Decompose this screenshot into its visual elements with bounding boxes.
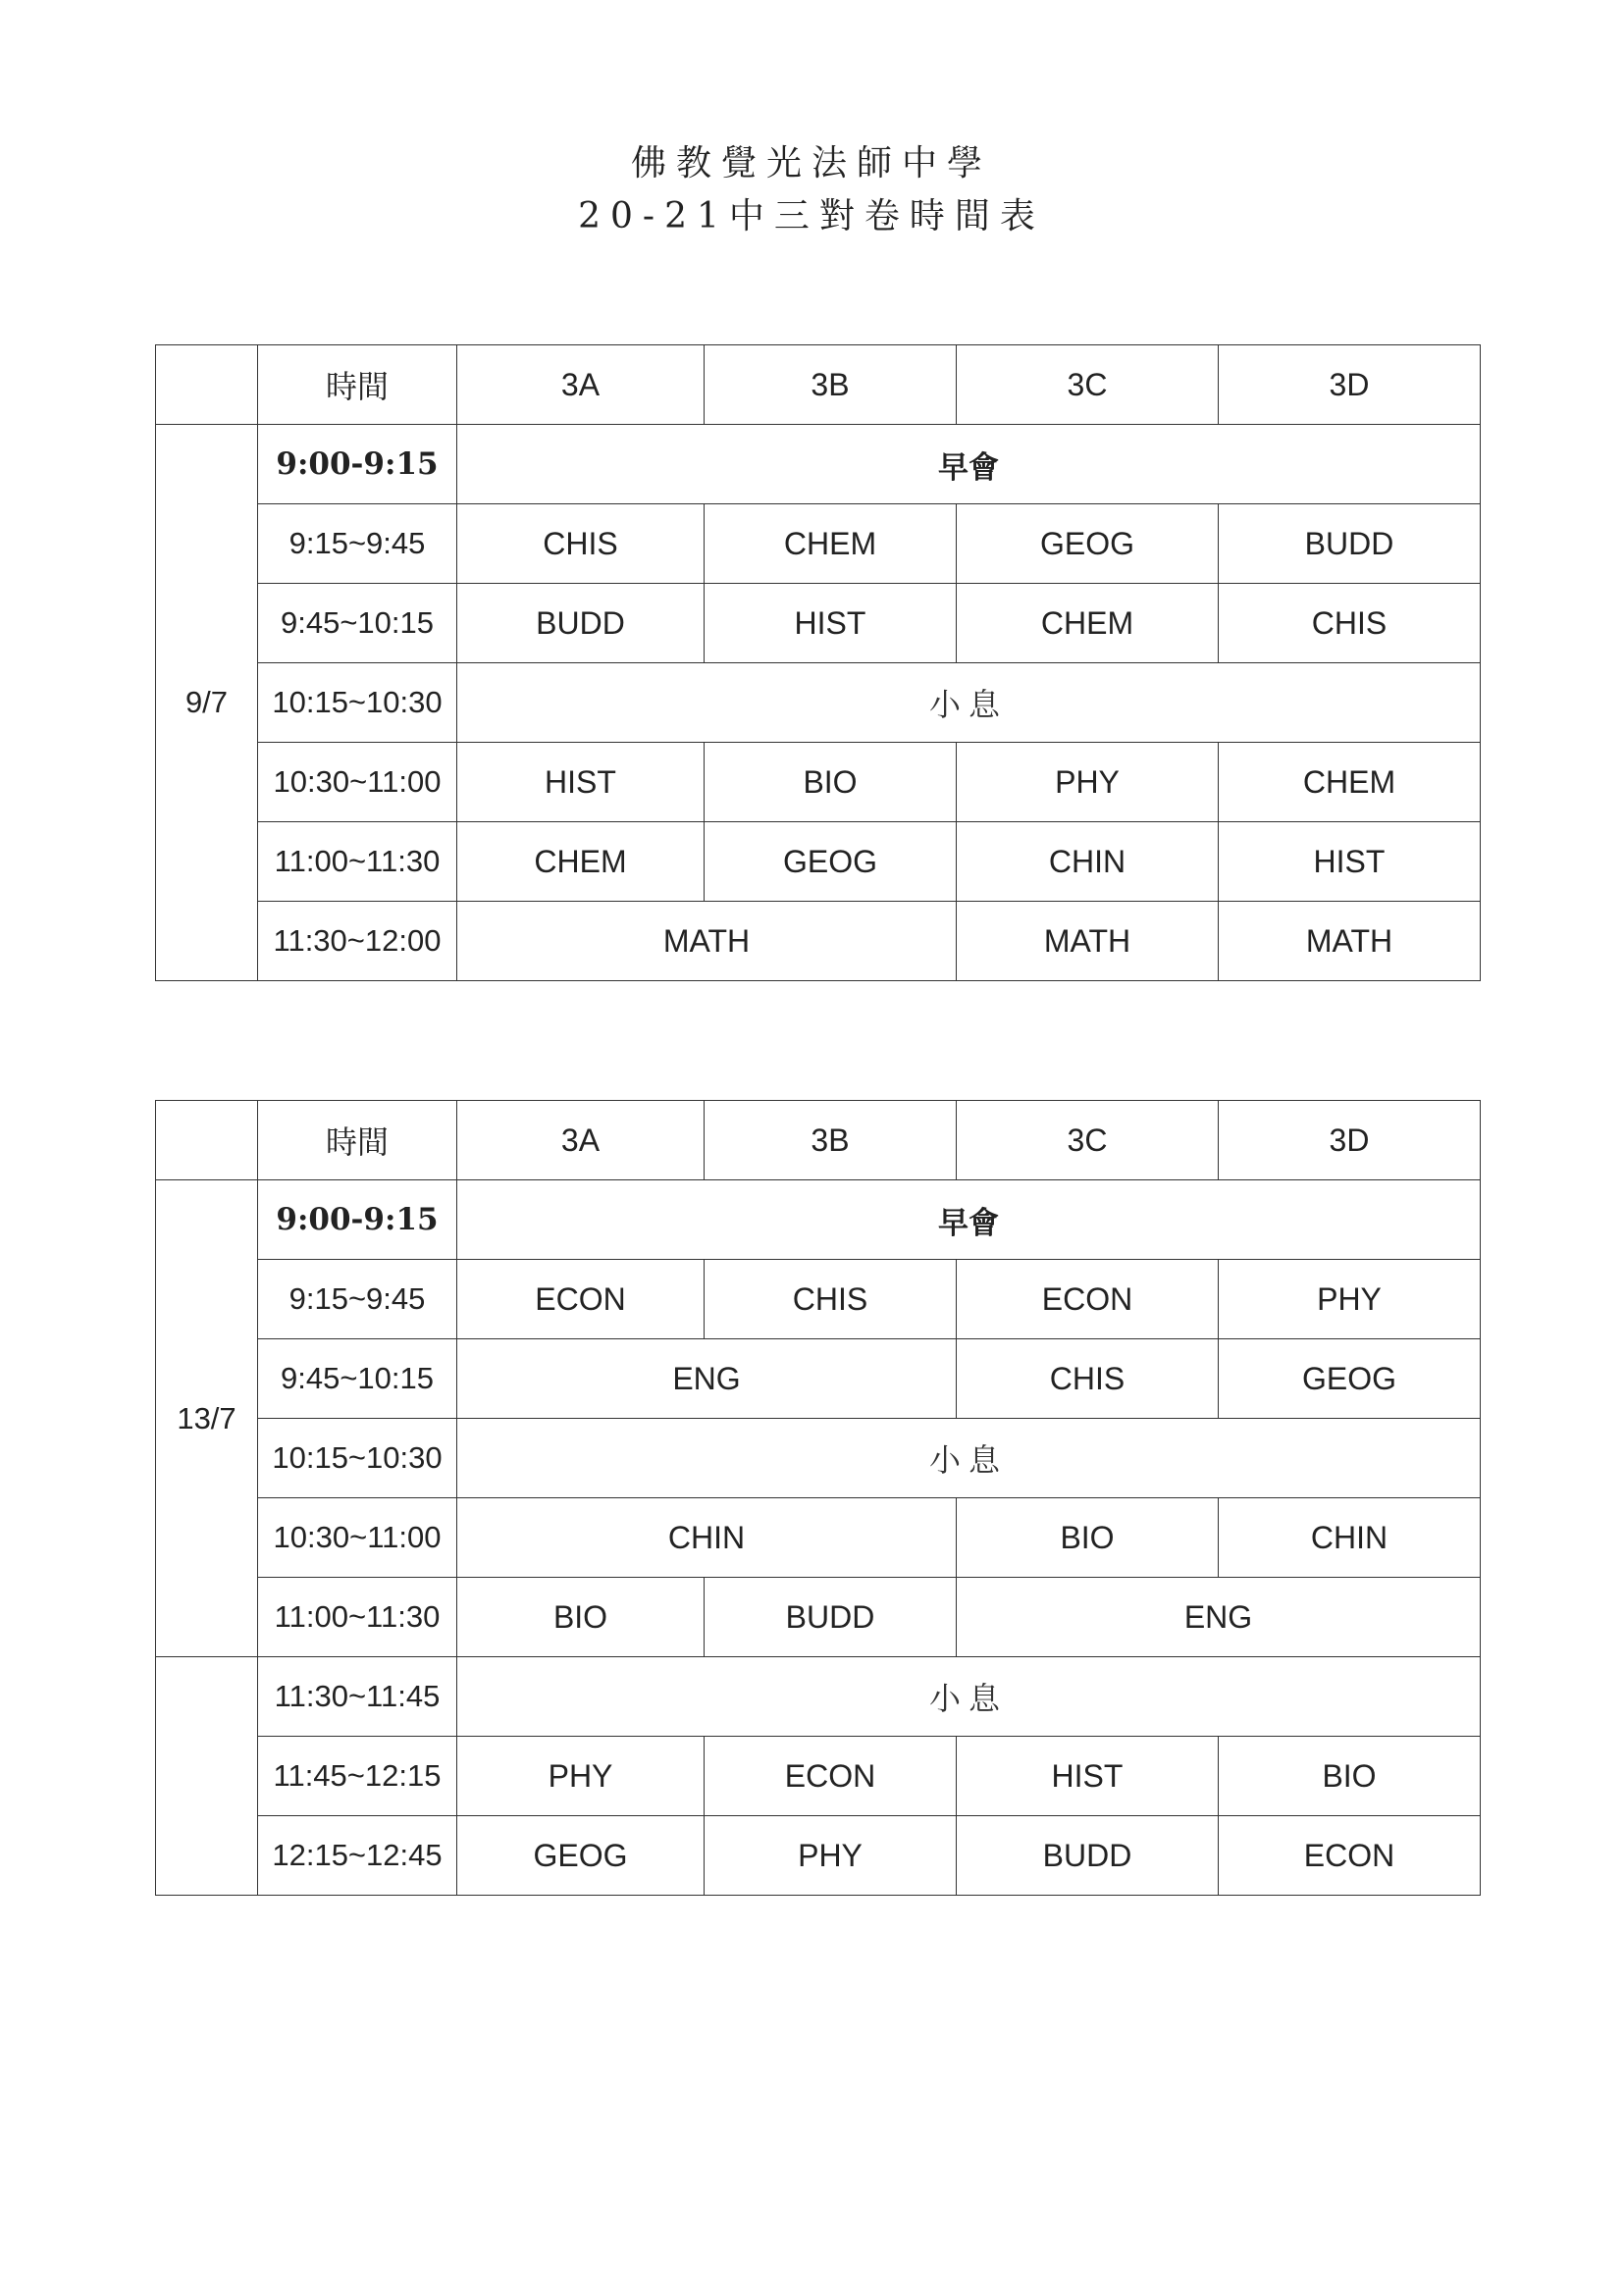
time-slot: 9:00-9:15: [258, 425, 457, 504]
time-slot: 9:45~10:15: [258, 1339, 457, 1419]
subject-cell: CHIS: [957, 1339, 1219, 1419]
subject-cell: HIST: [705, 584, 957, 663]
school-name: 佛教覺光法師中學: [630, 143, 992, 183]
date-header: [156, 1101, 258, 1180]
subject-cell: BIO: [957, 1498, 1219, 1578]
subject-cell: BIO: [705, 743, 957, 822]
time-slot: 10:15~10:30: [258, 1419, 457, 1498]
date-header: [156, 345, 258, 425]
table-row: [156, 822, 1481, 902]
table-row: [156, 1180, 1481, 1260]
class-header-3b: 3B: [705, 1101, 957, 1180]
timetable-day-2: [155, 1100, 1481, 1896]
subject-cell: HIST: [457, 743, 705, 822]
table-row: [156, 1339, 1481, 1419]
subject-cell: ENG: [957, 1578, 1481, 1657]
time-slot: 9:45~10:15: [258, 584, 457, 663]
subject-cell: PHY: [957, 743, 1219, 822]
time-slot: 9:15~9:45: [258, 1260, 457, 1339]
table-row: [156, 1816, 1481, 1896]
subject-cell: ECON: [705, 1737, 957, 1816]
subject-cell: CHEM: [957, 584, 1219, 663]
class-header-3d: 3D: [1219, 1101, 1481, 1180]
subject-cell: MATH: [957, 902, 1219, 981]
break-cell: 小息: [457, 1419, 1481, 1498]
subject-cell: HIST: [957, 1737, 1219, 1816]
subject-cell: ECON: [457, 1260, 705, 1339]
subject-cell: BUDD: [457, 584, 705, 663]
subject-cell: PHY: [457, 1737, 705, 1816]
header-row: [156, 1101, 1481, 1180]
subject-cell: CHEM: [457, 822, 705, 902]
subject-cell: CHIS: [1219, 584, 1481, 663]
date-cell: 9/7: [156, 425, 258, 981]
table-row: [156, 1260, 1481, 1339]
table-row: [156, 1419, 1481, 1498]
time-header: 時間: [258, 345, 457, 425]
subject-cell: CHIN: [457, 1498, 957, 1578]
subject-cell: GEOG: [705, 822, 957, 902]
timetable-day-1: [155, 344, 1481, 981]
class-header-3b: 3B: [705, 345, 957, 425]
subject-cell: CHIN: [957, 822, 1219, 902]
time-header: 時間: [258, 1101, 457, 1180]
time-slot: 11:30~11:45: [258, 1657, 457, 1737]
time-slot: 12:15~12:45: [258, 1816, 457, 1896]
table-row: [156, 743, 1481, 822]
time-slot: 10:30~11:00: [258, 743, 457, 822]
subject-cell: PHY: [705, 1816, 957, 1896]
time-slot: 9:00-9:15: [258, 1180, 457, 1260]
subject-cell: BUDD: [1219, 504, 1481, 584]
time-slot: 11:00~11:30: [258, 822, 457, 902]
subject-cell: MATH: [1219, 902, 1481, 981]
subject-cell: BIO: [1219, 1737, 1481, 1816]
subject-cell: BIO: [457, 1578, 705, 1657]
subject-cell: ECON: [957, 1260, 1219, 1339]
subject-cell: GEOG: [457, 1816, 705, 1896]
table-row: [156, 1657, 1481, 1737]
time-slot: 10:15~10:30: [258, 663, 457, 743]
subject-cell: GEOG: [957, 504, 1219, 584]
table-row: [156, 504, 1481, 584]
class-header-3a: 3A: [457, 345, 705, 425]
table-row: [156, 902, 1481, 981]
subject-cell: PHY: [1219, 1260, 1481, 1339]
time-slot: 10:30~11:00: [258, 1498, 457, 1578]
time-slot: 11:30~12:00: [258, 902, 457, 981]
table-row: [156, 584, 1481, 663]
table-row: [156, 663, 1481, 743]
subject-cell: GEOG: [1219, 1339, 1481, 1419]
class-header-3c: 3C: [957, 345, 1219, 425]
time-slot: 11:00~11:30: [258, 1578, 457, 1657]
header-row: [156, 345, 1481, 425]
subject-cell: CHEM: [705, 504, 957, 584]
table-row: [156, 1498, 1481, 1578]
date-cell: [156, 1657, 258, 1896]
break-cell: 小息: [457, 663, 1481, 743]
date-cell: 13/7: [156, 1180, 258, 1657]
page-header: [0, 137, 1623, 243]
subject-cell: CHIS: [457, 504, 705, 584]
subject-cell: MATH: [457, 902, 957, 981]
subject-cell: CHIN: [1219, 1498, 1481, 1578]
table-row: [156, 1578, 1481, 1657]
class-header-3c: 3C: [957, 1101, 1219, 1180]
assembly-cell: 早會: [457, 1180, 1481, 1260]
class-header-3d: 3D: [1219, 345, 1481, 425]
timetable-title: 20-21中三對卷時間表: [578, 196, 1045, 236]
subject-cell: CHIS: [705, 1260, 957, 1339]
time-slot: 9:15~9:45: [258, 504, 457, 584]
break-cell: 小息: [457, 1657, 1481, 1737]
subject-cell: HIST: [1219, 822, 1481, 902]
table-row: [156, 425, 1481, 504]
subject-cell: BUDD: [705, 1578, 957, 1657]
assembly-cell: 早會: [457, 425, 1481, 504]
table-row: [156, 1737, 1481, 1816]
subject-cell: ENG: [457, 1339, 957, 1419]
subject-cell: BUDD: [957, 1816, 1219, 1896]
subject-cell: CHEM: [1219, 743, 1481, 822]
class-header-3a: 3A: [457, 1101, 705, 1180]
subject-cell: ECON: [1219, 1816, 1481, 1896]
time-slot: 11:45~12:15: [258, 1737, 457, 1816]
